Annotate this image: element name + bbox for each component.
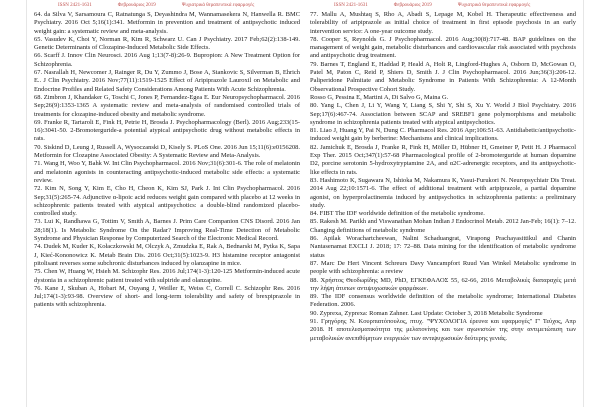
page-margin-line-right — [583, 0, 584, 407]
header-journal: Ψυχιατρικά θεραπευτικά εφαρμογές — [457, 3, 531, 8]
reference-item: 65. Vasudev K, Choi Y, Norman R, Kim R, Schwarz U. Can J Psychiatry. 2017 Feb;62(2):138-149. Genetic Determinants of Clozapine-Induced Metabolic Side Effects. — [34, 35, 300, 52]
reference-item: 76. Kane J, Skuban A, Hobart M, Ouyang J, Weiller E, Weiss C, Correll C. Schizophr Res. 2016 Jul;174(1-3):93-98. Overview of short- and long-term tolerability and safety of brexpiprazole in patients with schizophrenia. — [34, 284, 300, 309]
reference-item: 80. Yang L, Chen J, Li Y, Wang Y, Liang S, Shi Y, Shi S, Xu Y. World J Biol Psychiatry. 2016 Sep;17(6):467-74. Association between SCAP and SREBF1 gene polymorphisms and metabolic syndrome in schizophrenia patients treated with atypical antipsychotics. — [310, 102, 576, 126]
reference-item: Rosso G, Pessina E, Martini A, Di Salvo G, Maina G. — [310, 93, 449, 101]
header-journal: Ψυχιατρικά θεραπευτικά εφαρμογές — [181, 3, 255, 8]
references-column-right — [310, 11, 576, 405]
reference-item: 89. The IDF consensus worldwide definition of the metabolic syndrome; International Diabetes Federation. 2006. — [310, 293, 576, 309]
reference-item: 91. Γρηγόρης Ν. Κουρπιατόπουλος, πτυχ. "ΨΥΧΟΛΟΓΙΑ έρευνα και εφαρμογές" Γ' Τεύχος, Απρ 2018. Η αποτελεσματικότητα της μελατονίνης και των αγωνιστών της στην αντιμετώπιση των μεταβολικών ανεπιθύμητων ενεργειών των αντιψυχωσικών δεύτερης γενιάς. — [310, 317, 576, 342]
reference-item: 67. Nasrallah H, Newcomer J, Rainger R, Du Y, Zummo J, Bose A, Stankovic S, Silverman B, Ehrich E.. J Clin Psychiatry. 2016 Nov;77(11):1519-1525 Effect of Aripiprazole Lauroxil on Metabolic and Endocrine Profiles and Related Safety Considerations Among Patients With Acute Schizophrenia. — [34, 69, 300, 93]
page-margin-line-left — [26, 0, 27, 407]
reference-item: 83. Hashimoto K, Sugawara N, Ishioka M, Nakamura K, Yasui-Furukori N. Neuropsychiatr Dis Treat. 2014 Aug 22;10:1571-6. The effect of additional treatment with aripiprazole, a partial dopamine agonist, on hyperprolactinemia induced by antipsychotics in schizophrenia patients: a preliminary study. — [310, 176, 576, 209]
reference-item: 64. da Silva V, Sarsamoura C, Ratnatunga S, Deyashindra M, Wannamasekera N, Hanwella R. BMC Psychiatry. 2016 Oct 5;16(1):341. Metformin in prevention and treatment of antipsychotic induced weight gain: a systematic review and meta-analysis. — [34, 11, 300, 35]
reference-item: 85. Rakesh M. Parikh and Viswanathan Mohan Indian J Endocrinol Metab. 2012 Jan-Feb; 16(1): 7–12. Changing definitions of metabolic syndrome — [310, 218, 576, 234]
reference-item: 72. Kim N, Song Y, Kim E, Cho H, Cheon K, Kim SJ, Park J. Int Clin Psychopharmacol. 2016 Sep;31(5):265-74. Adjunctive α-lipoic acid reduces weight gain compared with placebo at 12 weeks in schizophrenic patients treated with atypical antipsychotics: a double-blind randomized placebo-controlled study. — [34, 185, 300, 218]
reference-item: 84. FIBT The IDF worldwide definition of the metabolic syndrome. — [310, 210, 485, 218]
header-date: Φεβρουάριος 2019 — [393, 3, 432, 8]
header-issn: ISSN 2421-1631 — [334, 3, 368, 8]
reference-item: 69. Franke R, Tartaroli E, Fink H, Petrie H, Brosda J. Psychopharmacology (Berl). 2016 Aug;233(15-16):3041-50. 2-Bromoterguride-a potential atypical antipsychotic drug without metabolic effects in rats. — [34, 118, 300, 143]
reference-item: 74. Dudek M, Kuder K, Kołaczkowski M, Olczyk A, Zmudzka E, Rak A, Bednarski M, Pytka K, Sapa J, Kieć-Kononowicz K. Metab Brain Dis. 2016 Oct;31(5):1023-9. H3 histamine receptor antagonist pitolisant reverses some subchronic disturbances induced by olanzapine in mice. — [34, 243, 300, 267]
reference-item: 68. Zimbron J, Khandaker G, Toschi C, Jones P, Fernandez-Egea E. Eur Neuropsychopharmacol. 2016 Sep;26(9):1353-1365 A systematic review and meta-analysis of randomised controlled trials of treatments for clozapine-induced obesity and metabolic syndrome. — [34, 93, 300, 118]
running-header-right — [334, 2, 530, 10]
reference-item: 70. Siskind D, Leung J, Russell A, Wysoczanski D, Kisely S. PLoS One. 2016 Jun 15;11(6):e0156208. Metformin for Clozapine Associated Obesity: A Systematic Review and Meta-Analysis. — [34, 143, 300, 160]
reference-item: 87. Marc De Hert Vincent Schreurs Davy Vancampfort Ruud Van Winkel Metabolic syndrome in people with schizophrenia: a review — [310, 259, 576, 276]
reference-item: 78. Cooper S, Reynolds G. J Psychopharmacol. 2016 Aug;30(8):717-48. BAP guidelines on the management of weight gain, metabolic disturbances and cardiovascular risk associated with psychosis and antipsychotic drug treatment. — [310, 35, 576, 60]
header-date: Φεβρουάριος 2019 — [117, 3, 156, 8]
reference-item: 75. Chen W, Huang W, Hsieh M. Schizophr Res. 2016 Jul;174(1-3):120-125 Metformin-induced acute dystonia in a schizophrenic patient treated with sulpiride and olanzapine. — [34, 268, 300, 284]
running-header-left — [58, 2, 254, 10]
reference-item: 86. Apilak Worachartcheewan, Nalini Schaduangrat, Virapong Prachayasittikul and Chanin Nantasenamat EXCLI J. 2018; 17: 72–88. Data mining for the identification of metabolic syndrome status — [310, 235, 576, 259]
reference-item: 88. Χρήστος Θεοδωρίδης MD, PhD, ΕΓΚΕΦΑΛΟΣ 55, 62-66, 2016 Μεταβολικές διαταραχές μετά την λήψη άτυπων αντιψυχωσικών φαρμάκων. — [310, 276, 576, 292]
reference-item: 71. Wang H, Woo Y, Bahk W. Int Clin Psychopharmacol. 2016 Nov;31(6):301-6. The role of melatonin and melatonin agonists in counteracting antipsychotic-induced metabolic side effects: a systematic review. — [34, 160, 300, 184]
reference-item: 81. Liao J, Huang Y, Pai N, Dung C. Pharmacol Res. 2016 Apr;106:51-63. Antidiabetic/antipsychotic-induced weight gain by berberine: Mechanisms and clinical implications. — [310, 127, 576, 143]
header-issn: ISSN 2421-1631 — [58, 3, 92, 8]
reference-item: 66. Scarff J. Innov Clin Neurosci. 2016 Aug 1;13(7-8):26-9. Bupropion: A New Treatment Option for Schizophrenia. — [34, 52, 300, 68]
reference-item: 79. Barnes T, England E, Haddad P, Heald A, Holt R, Lingford-Hughes A, Osborn D, McGowan O, Patel M, Paton C, Reid P, Shiers D, Smith J. J Clin Psychopharmacol. 2016 Jun;36(3):206-12. Paliperidone Palmitate and Metabolic Syndrome in Patients With Schizophrenia: A 12-Month Observational Prospective Cohort Study. — [310, 60, 576, 93]
reference-item: 90. Zyprexa, Zyprexa: Roman Zahner. Last Update: October 3, 2018 Metabolic Syndrome — [310, 309, 543, 317]
reference-item: 82. Jamichuk E, Brosda J, Franke R, Fink H, Möller D, Hübner H, Gmeiner P, Petit H. J Pharmacol Exp Ther. 2015 Oct;347(1):57-68 Pharmacological profile of 2-bromoterguride at human dopamine D2, porcine serotonin 5-hydroxytryptamine 2A, and α2C-adrenergic receptors, and its antipsychotic-like effects in rats. — [310, 143, 576, 176]
reference-item: 73. Lui K, Randhawa G, Tottim V, Smith A, Barnes J. Prim Care Companion CNS Disord. 2016 Jan 28;18(1). Is Metabolic Syndrome On the Radar? Improving Real-Time Detection of Metabolic Syndrome and Physician Response by Computerized Search of the Electronic Medical Record. — [34, 218, 300, 243]
references-column-left — [34, 11, 300, 405]
reference-item: 77. Mallu A, Mushtaq S, Rho A, Abadi S, Lepage M, Kobel H. Therapeutic effectiveness and tolerability of aripiprazole as initial choice of treatment in first episode psychosis in an early intervention service: A one-year outcome study. — [310, 11, 576, 35]
